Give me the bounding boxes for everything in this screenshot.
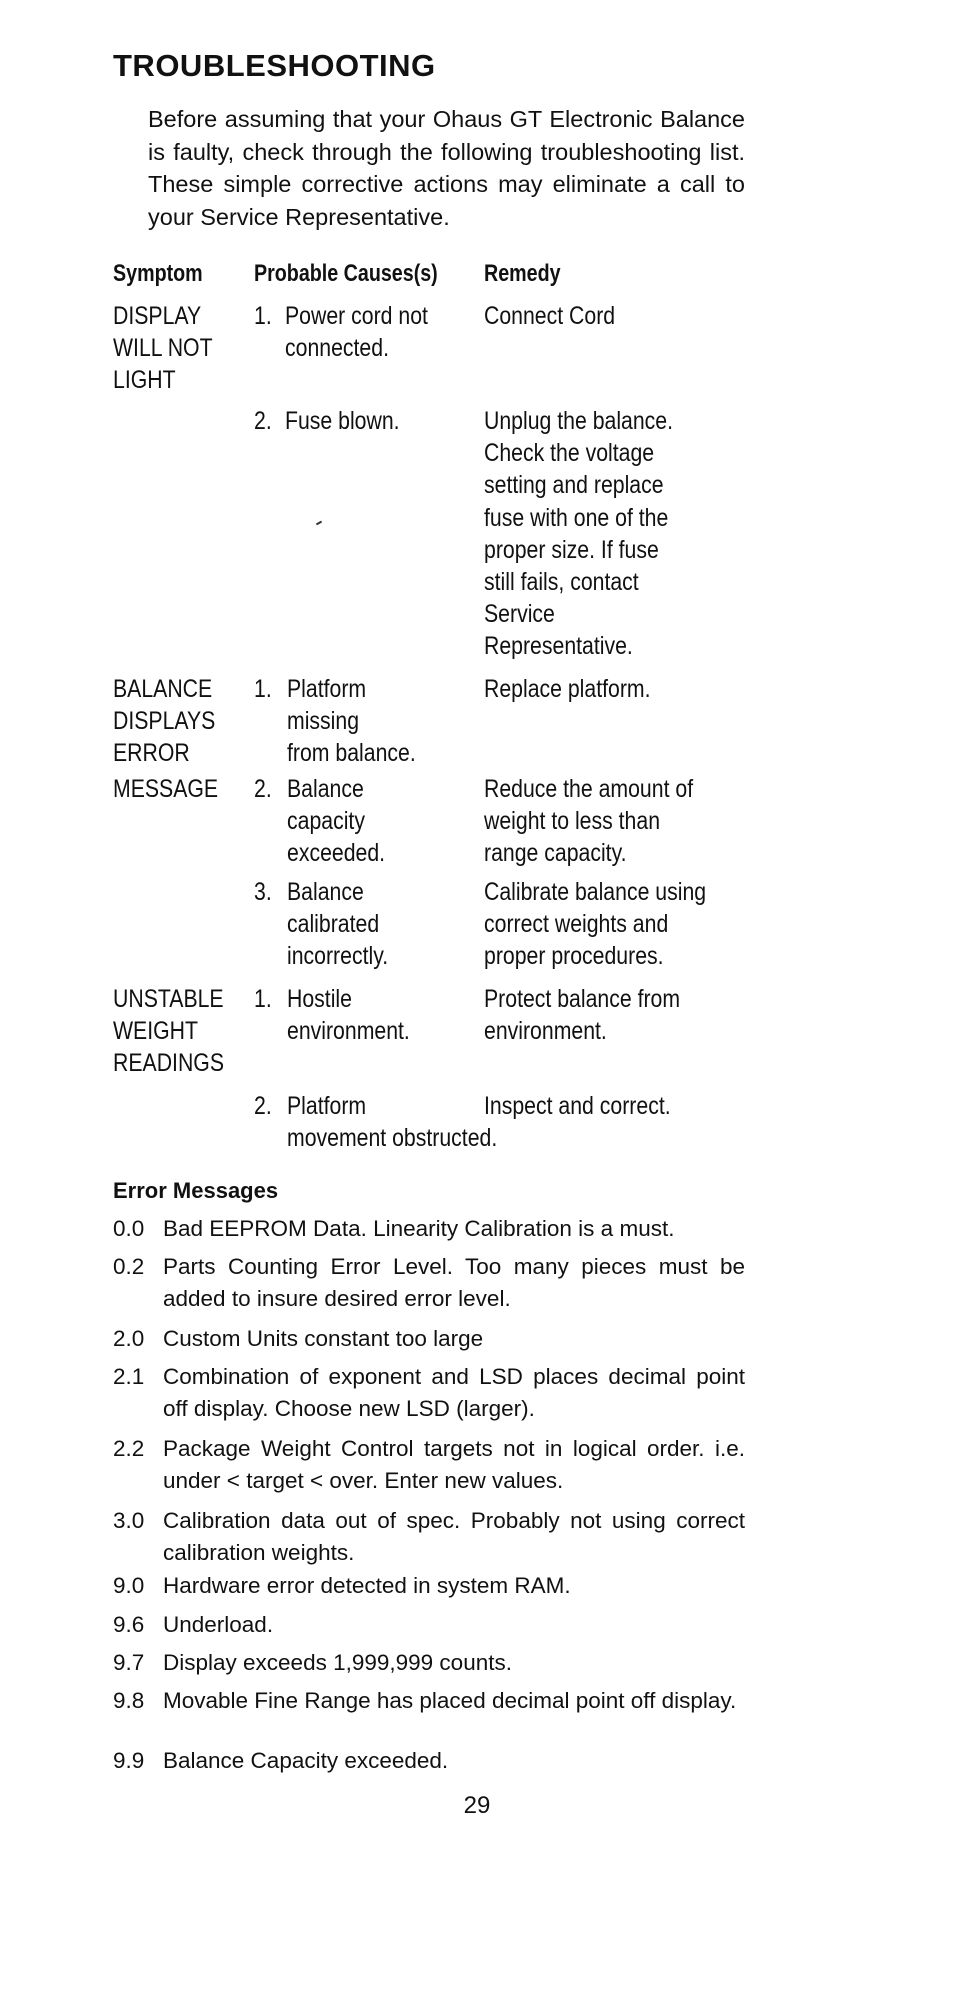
- cause-cell: Platform movement obstructed.: [287, 1092, 498, 1153]
- remedy-cell: Reduce the amount of weight to less than range capacity.: [484, 775, 694, 868]
- error-description: Calibration data out of spec. Probably not using correct calibration weights.: [163, 1508, 745, 1565]
- cause-number: 2.: [254, 1092, 272, 1120]
- error-code: 0.2: [113, 1254, 145, 1279]
- cause-cell: Hostile environment.: [287, 985, 410, 1046]
- remedy-cell: Replace platform.: [484, 675, 651, 703]
- error-messages-title: Error Messages: [113, 1178, 279, 1203]
- symptom-cell: DISPLAY WILL NOT LIGHT: [113, 302, 213, 395]
- page-number: 29: [463, 1792, 491, 1819]
- remedy-header: Remedy: [484, 260, 561, 287]
- error-code: 0.0: [113, 1216, 145, 1241]
- error-description: Balance Capacity exceeded.: [163, 1748, 449, 1773]
- error-code: 2.1: [113, 1364, 145, 1389]
- error-description: Movable Fine Range has placed decimal point off display.: [163, 1688, 737, 1713]
- remedy-cell: Calibrate balance using correct weights and proper procedures.: [484, 878, 707, 971]
- symptom-cell: BALANCE DISPLAYS ERROR: [113, 675, 216, 768]
- symptom-header: Symptom: [113, 260, 203, 287]
- cause-cell: Fuse blown.: [285, 407, 400, 435]
- causes-header: Probable Causes(s): [254, 260, 438, 287]
- error-code: 9.7: [113, 1650, 145, 1675]
- error-description: Package Weight Control targets not in logical order. i.e. under < target < over. Enter new values.: [163, 1436, 745, 1493]
- cause-number: 3.: [254, 878, 272, 906]
- error-code: 3.0: [113, 1508, 145, 1533]
- cause-cell: Balance calibrated incorrectly.: [287, 878, 389, 971]
- cause-number: 1.: [254, 985, 272, 1013]
- error-description: Bad EEPROM Data. Linearity Calibration is a must.: [163, 1216, 675, 1241]
- symptom-cell: UNSTABLE WEIGHT READINGS: [113, 985, 225, 1078]
- remedy-cell: Connect Cord: [484, 302, 616, 330]
- stray-mark: [316, 521, 322, 526]
- error-description: Underload.: [163, 1612, 274, 1637]
- error-description: Combination of exponent and LSD places decimal point off display. Choose new LSD (larger).: [163, 1364, 745, 1421]
- remedy-cell: Inspect and correct.: [484, 1092, 671, 1120]
- cause-number: 2.: [254, 407, 272, 435]
- cause-cell: Platform missing from balance.: [287, 675, 416, 768]
- error-code: 9.0: [113, 1573, 145, 1598]
- cause-number: 1.: [254, 675, 272, 703]
- error-code: 2.2: [113, 1436, 145, 1461]
- error-description: Parts Counting Error Level. Too many pieces must be added to insure desired error level.: [163, 1254, 745, 1311]
- cause-number: 2.: [254, 775, 272, 803]
- error-description: Display exceeds 1,999,999 counts.: [163, 1650, 512, 1675]
- error-code: 2.0: [113, 1326, 145, 1351]
- intro-paragraph: Before assuming that your Ohaus GT Electronic Balance is faulty, check through the following troubleshooting list. These simple corrective actions may eliminate a call to your Service Representative.: [148, 106, 745, 230]
- cause-cell: Power cord not connected.: [285, 302, 428, 363]
- cause-cell: Balance capacity exceeded.: [287, 775, 386, 868]
- page-title: TROUBLESHOOTING: [113, 48, 436, 83]
- symptom-cell: MESSAGE: [113, 775, 219, 803]
- error-code: 9.8: [113, 1688, 145, 1713]
- error-code: 9.6: [113, 1612, 145, 1637]
- cause-number: 1.: [254, 302, 272, 330]
- remedy-cell: Unplug the balance. Check the voltage setting and replace fuse with one of the proper size. If fuse still fails, contact Service Representative.: [484, 407, 674, 661]
- error-code: 9.9: [113, 1748, 145, 1773]
- error-description: Hardware error detected in system RAM.: [163, 1573, 571, 1598]
- error-description: Custom Units constant too large: [163, 1326, 484, 1351]
- remedy-cell: Protect balance from environment.: [484, 985, 681, 1046]
